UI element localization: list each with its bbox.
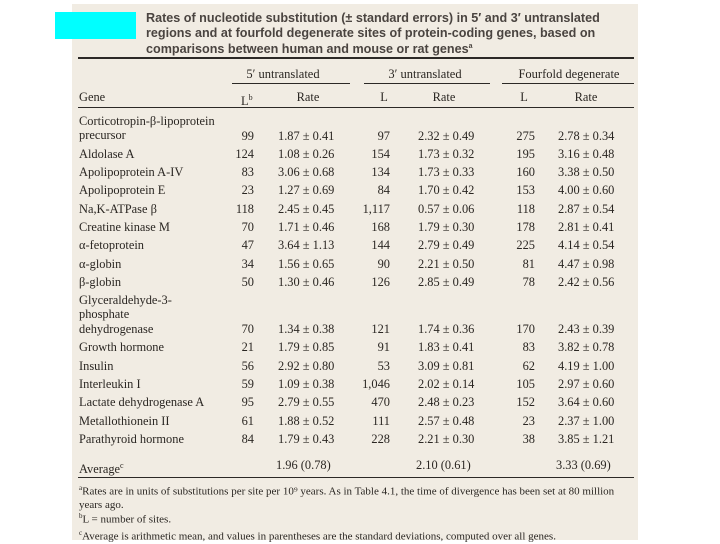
length-cell: 170 <box>516 322 535 336</box>
rate-cell: 2.87 ± 0.54 <box>558 202 615 216</box>
rate-cell: 1.09 ± 0.38 <box>278 377 335 391</box>
length-cell: 47 <box>241 238 254 252</box>
length-cell: 90 <box>377 257 390 271</box>
rate-cell: 4.19 ± 1.00 <box>558 359 615 373</box>
rate-cell: 1.56 ± 0.65 <box>278 257 335 271</box>
rate-cell: 2.97 ± 0.60 <box>558 377 615 391</box>
rate-cell: 1.74 ± 0.36 <box>418 322 475 336</box>
rate-cell: 2.45 ± 0.45 <box>278 202 335 216</box>
footnote-a: $^a$Rates are in units of substitutions per site per 10⁹ years. As in Table 4.1, the time of divergence has been set at 80 million years ago. <box>79 484 615 511</box>
length-cell: 152 <box>516 395 535 409</box>
rate-cell: 1.27 ± 0.69 <box>278 183 335 197</box>
group-underline <box>502 83 634 84</box>
rate-cell: 1.87 ± 0.41 <box>278 129 335 143</box>
rate-cell: 1.08 ± 0.26 <box>278 147 335 161</box>
header-rule <box>78 107 634 108</box>
rate-cell: 3.85 ± 1.21 <box>558 432 615 446</box>
gene-name: Insulin <box>79 359 114 373</box>
length-cell: 83 <box>241 165 254 179</box>
length-cell: 195 <box>516 147 535 161</box>
gene-name: Parathyroid hormone <box>79 432 184 446</box>
length-cell: 144 <box>371 238 390 252</box>
rate-cell: 2.21 ± 0.30 <box>418 432 475 446</box>
length-cell: 83 <box>522 340 535 354</box>
rate-cell: 1.30 ± 0.46 <box>278 275 335 289</box>
length-cell: 154 <box>371 147 390 161</box>
rate-cell: 2.79 ± 0.55 <box>278 395 335 409</box>
length-cell: 134 <box>371 165 390 179</box>
length-cell: 23 <box>522 414 535 428</box>
rate-cell: 2.42 ± 0.56 <box>558 275 615 289</box>
rate-cell: 1.88 ± 0.52 <box>278 414 335 428</box>
average-label: Average$^c$ <box>79 461 124 477</box>
rate-cell: 3.82 ± 0.78 <box>558 340 615 354</box>
bottom-rule <box>78 477 634 478</box>
average-value: 2.10 (0.61) <box>416 458 471 472</box>
length-cell: 228 <box>371 432 390 446</box>
length-cell: 160 <box>516 165 535 179</box>
length-cell: 38 <box>522 432 535 446</box>
length-cell: 111 <box>372 414 390 428</box>
gene-name: β-globin <box>79 275 122 289</box>
rate-cell: 3.64 ± 0.60 <box>558 395 615 409</box>
length-cell: 153 <box>516 183 535 197</box>
gene-name: α-globin <box>79 257 122 271</box>
header-gene: Gene <box>79 90 106 104</box>
length-cell: 168 <box>371 220 390 234</box>
rate-cell: 2.85 ± 0.49 <box>418 275 475 289</box>
rate-cell: 2.79 ± 0.49 <box>418 238 475 252</box>
length-cell: 59 <box>241 377 254 391</box>
header-rate: Rate <box>296 90 320 104</box>
length-cell: 1,046 <box>362 377 390 391</box>
group-5utr: 5′ untranslated <box>246 67 320 81</box>
scanned-page <box>72 4 638 540</box>
length-cell: 81 <box>522 257 535 271</box>
rate-cell: 1.73 ± 0.32 <box>418 147 475 161</box>
rate-cell: 2.78 ± 0.34 <box>558 129 615 143</box>
rate-cell: 4.00 ± 0.60 <box>558 183 615 197</box>
rate-cell: 2.32 ± 0.49 <box>418 129 475 143</box>
length-cell: 97 <box>377 129 390 143</box>
length-cell: 105 <box>516 377 535 391</box>
rate-cell: 3.16 ± 0.48 <box>558 147 615 161</box>
gene-name: Growth hormone <box>79 340 164 354</box>
length-cell: 275 <box>516 129 535 143</box>
gene-name: Na,K-ATPase β <box>79 202 157 216</box>
rate-cell: 1.83 ± 0.41 <box>418 340 475 354</box>
rate-cell: 2.92 ± 0.80 <box>278 359 335 373</box>
rate-cell: 1.73 ± 0.33 <box>418 165 475 179</box>
rate-cell: 0.57 ± 0.06 <box>418 202 475 216</box>
rate-cell: 2.02 ± 0.14 <box>418 377 475 391</box>
gene-name: Glyceraldehyde-3-phosphate dehydrogenase <box>79 293 172 336</box>
length-cell: 70 <box>241 322 254 336</box>
length-cell: 21 <box>241 340 254 354</box>
rate-cell: 1.71 ± 0.46 <box>278 220 335 234</box>
average-value: 1.96 (0.78) <box>276 458 331 472</box>
length-cell: 470 <box>371 395 390 409</box>
length-cell: 84 <box>241 432 254 446</box>
gene-name: Interleukin I <box>79 377 141 391</box>
gene-name: Corticotropin-β-lipoprotein precursor <box>79 114 215 143</box>
length-cell: 118 <box>516 202 535 216</box>
rate-cell: 2.57 ± 0.48 <box>418 414 475 428</box>
length-cell: 84 <box>377 183 390 197</box>
average-value: 3.33 (0.69) <box>556 458 611 472</box>
gene-name: Apolipoprotein E <box>79 183 166 197</box>
rate-cell: 3.06 ± 0.68 <box>278 165 335 179</box>
gene-name: Apolipoprotein A-IV <box>79 165 184 179</box>
footnote-c: $^c$Average is arithmetic mean, and values in parentheses are the standard deviations, computed over all genes. <box>79 529 556 543</box>
group-fourfold: Fourfold degenerate <box>518 67 620 81</box>
length-cell: 95 <box>241 395 254 409</box>
highlight-box <box>55 12 136 39</box>
length-cell: 178 <box>516 220 535 234</box>
rate-cell: 2.21 ± 0.50 <box>418 257 475 271</box>
gene-name: Aldolase A <box>79 147 135 161</box>
group-underline <box>364 83 490 84</box>
length-cell: 124 <box>235 147 254 161</box>
group-underline <box>232 83 350 84</box>
rate-cell: 2.48 ± 0.23 <box>418 395 475 409</box>
length-cell: 121 <box>371 322 390 336</box>
header-rate: Rate <box>574 90 598 104</box>
length-cell: 1,117 <box>362 202 390 216</box>
gene-name: Metallothionein II <box>79 414 170 428</box>
rate-cell: 4.14 ± 0.54 <box>558 238 615 252</box>
rate-cell: 2.43 ± 0.39 <box>558 322 615 336</box>
rate-cell: 4.47 ± 0.98 <box>558 257 615 271</box>
length-cell: 118 <box>235 202 254 216</box>
rate-cell: 3.38 ± 0.50 <box>558 165 615 179</box>
gene-name: Lactate dehydrogenase A <box>79 395 205 409</box>
length-cell: 78 <box>522 275 535 289</box>
rate-cell: 1.79 ± 0.43 <box>278 432 335 446</box>
header-l: L <box>520 90 528 104</box>
footnote-b: $^b$L = number of sites. <box>79 512 172 526</box>
length-cell: 53 <box>377 359 390 373</box>
header-l: L <box>380 90 388 104</box>
length-cell: 225 <box>516 238 535 252</box>
header-l: $L^b$ <box>241 93 253 109</box>
rate-cell: 1.34 ± 0.38 <box>278 322 335 336</box>
group-3utr: 3′ untranslated <box>388 67 462 81</box>
length-cell: 91 <box>377 340 390 354</box>
length-cell: 50 <box>241 275 254 289</box>
length-cell: 99 <box>241 129 254 143</box>
rate-cell: 3.64 ± 1.13 <box>278 238 335 252</box>
rate-cell: 1.70 ± 0.42 <box>418 183 475 197</box>
length-cell: 23 <box>241 183 254 197</box>
length-cell: 70 <box>241 220 254 234</box>
rate-cell: 1.79 ± 0.30 <box>418 220 475 234</box>
length-cell: 56 <box>241 359 254 373</box>
length-cell: 62 <box>522 359 535 373</box>
length-cell: 126 <box>371 275 390 289</box>
rate-cell: 2.81 ± 0.41 <box>558 220 615 234</box>
header-rate: Rate <box>432 90 456 104</box>
rate-cell: 1.79 ± 0.85 <box>278 340 335 354</box>
rate-cell: 3.09 ± 0.81 <box>418 359 475 373</box>
rate-cell: 2.37 ± 1.00 <box>558 414 615 428</box>
length-cell: 34 <box>241 257 254 271</box>
table-title: Rates of nucleotide substitution (± standard errors) in 5′ and 3′ untranslated regions and at fourfold degenerate sites of protein-coding genes, based on comparisons between human and mouse or rat genes$^a$ <box>146 11 600 57</box>
gene-name: Creatine kinase M <box>79 220 170 234</box>
gene-name: α-fetoprotein <box>79 238 144 252</box>
length-cell: 61 <box>241 414 254 428</box>
top-rule <box>78 57 634 59</box>
